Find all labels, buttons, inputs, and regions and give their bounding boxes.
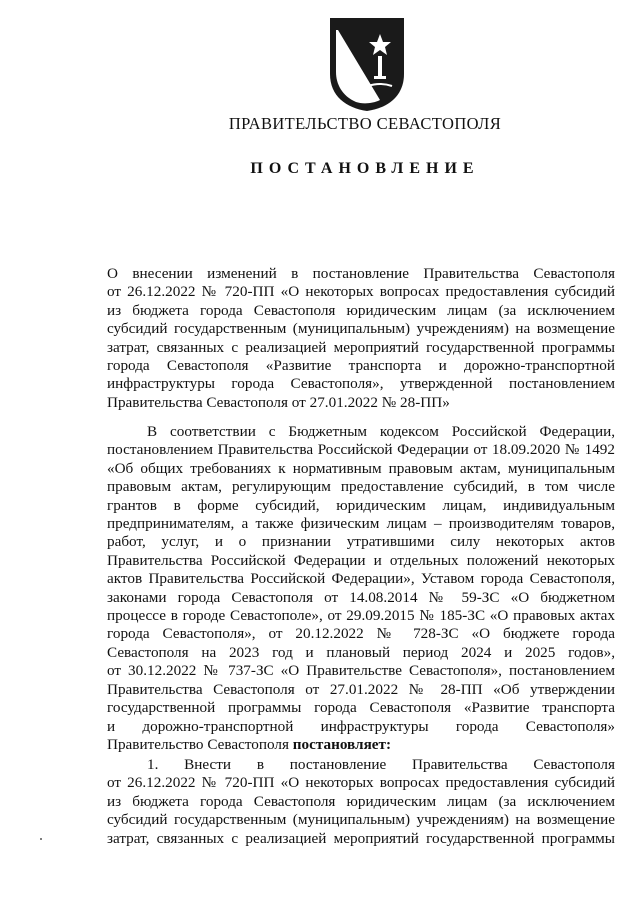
item-line: от 26.12.2022 № 720-ПП «О некоторых вопросах предоставления субсидий: [107, 774, 615, 792]
item-1: [107, 756, 615, 848]
preamble-line: работ, услуг, и о признании утратившими силу некоторых актов: [107, 533, 615, 551]
preamble-line: «Об общих требованиях к нормативным правовым актам, муниципальным: [107, 459, 615, 477]
title-line: О внесении изменений в постановление Правительства Севастополя: [107, 265, 615, 282]
item-line: 1. Внести в постановление Правительства Севастополя: [147, 756, 615, 773]
title-line: города Севастополя «Развитие транспорта и дорожно-транспортной: [107, 357, 615, 375]
preamble: [107, 423, 615, 754]
sevastopol-coat-of-arms-icon: [328, 16, 406, 112]
preamble-line: В соответствии с Бюджетным кодексом Российской Федерации,: [147, 423, 615, 440]
preamble-line: правовым актам, регулирующим предоставление субсидий, в том числе: [107, 478, 615, 496]
preamble-line: от 30.12.2022 № 737-ЗС «О Правительстве Севастополя», постановлением: [107, 662, 615, 680]
document-type: ПОСТАНОВЛЕНИЕ: [250, 160, 480, 177]
title-line: инфраструктуры города Севастополя», утвержденной постановлением: [107, 375, 615, 393]
preamble-line: актов Правительства Российской Федерации», Уставом города Севастополя,: [107, 570, 615, 588]
title-line: затрат, связанных с реализацией мероприятий государственной программы: [107, 338, 615, 356]
preamble-line: Правительства Российской Федерации и отдельных положений некоторых: [107, 551, 615, 569]
scan-mark: [40, 838, 42, 840]
preamble-closing-text: Правительство Севастополя: [107, 735, 293, 753]
preamble-line: государственной программы города Севастополя «Развитие транспорта: [107, 699, 615, 717]
title-line: Правительства Севастополя от 27.01.2022 № 28-ПП»: [107, 393, 450, 411]
preamble-line: грантов в форме субсидий, юридическим лицам, индивидуальным: [107, 496, 615, 514]
resolves-keyword: постановляет:: [292, 735, 392, 753]
resolution-title: [107, 265, 615, 412]
preamble-line: законами города Севастополя от 14.08.2014 № 59-ЗС «О бюджетном: [107, 588, 615, 606]
preamble-line: процессе в городе Севастополе», от 29.09.2015 № 185-ЗС «О правовых актах: [107, 607, 615, 625]
item-line: затрат, связанных с реализацией мероприятий государственной программы: [107, 829, 615, 847]
item-line: из бюджета города Севастополя юридическим лицам (за исключением: [107, 792, 615, 810]
item-line: субсидий государственным (муниципальным) учреждениям) на возмещение: [107, 811, 615, 829]
preamble-line: города Севастополя», от 20.12.2022 № 728-ЗС «О бюджете города: [107, 625, 615, 643]
title-line: из бюджета города Севастополя юридическим лицам (за исключением: [107, 301, 615, 319]
preamble-line: Севастополя на 2023 год и плановый период 2024 и 2025 годов»,: [107, 643, 615, 661]
preamble-line: и дорожно-транспортной инфраструктуры города Севастополя»: [107, 717, 615, 735]
preamble-closing: [107, 736, 615, 754]
title-line: субсидий государственным (муниципальным) учреждениям) на возмещение: [107, 320, 615, 338]
organization-name: ПРАВИТЕЛЬСТВО СЕВАСТОПОЛЯ: [228, 114, 502, 133]
title-line: от 26.12.2022 № 720-ПП «О некоторых вопросах предоставления субсидий: [107, 283, 615, 301]
preamble-line: постановлением Правительства Российской Федерации от 18.09.2020 № 1492: [107, 441, 615, 459]
preamble-line: предпринимателям, а также физическим лицам – производителям товаров,: [107, 515, 615, 533]
preamble-line: Правительства Севастополя от 27.01.2022 № 28-ПП «Об утверждении: [107, 680, 615, 698]
